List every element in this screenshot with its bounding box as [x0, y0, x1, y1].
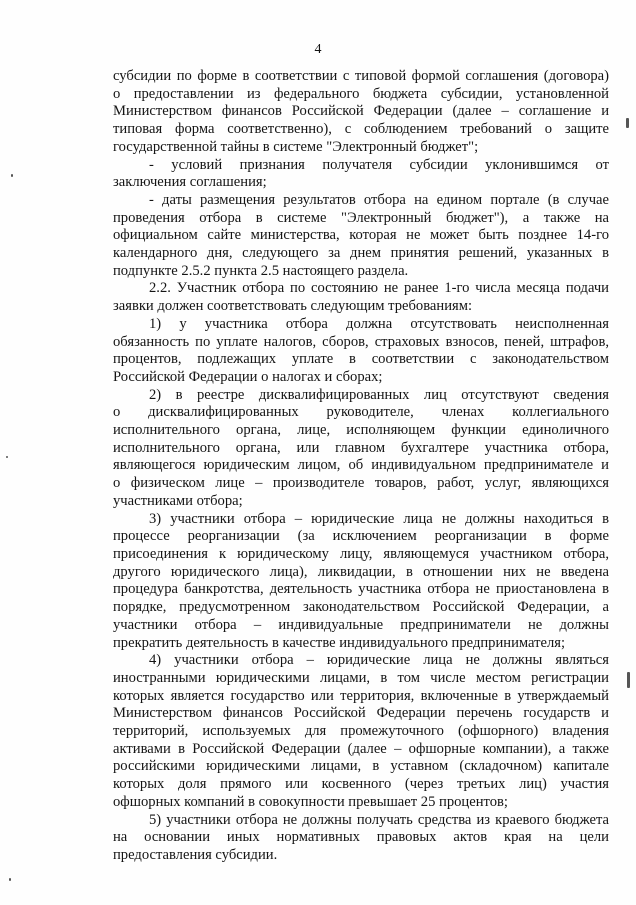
text-line: государственной тайны в системе "Электронный бюджет";	[113, 138, 479, 155]
text-line: исполнительного органа, или главном бухгалтере участника отбора,	[113, 439, 609, 456]
text-line: процентов, подлежащих уплате в соответствии с законодательством	[113, 351, 609, 368]
text-line: Министерством финансов Российской Федерации перечень государств и	[113, 705, 609, 722]
text-line: субсидии по форме в соответствии с типовой формой соглашения (договора)	[113, 68, 609, 84]
text-line: территорий, используемых для промежуточного (офшорного) владения	[113, 723, 609, 740]
text-line: порядке, предусмотренном законодательством Российской Федерации, а	[113, 599, 609, 616]
text-line: 5) участники отбора не должны получать средства из краевого бюджета	[149, 811, 609, 828]
scan-mark	[11, 174, 13, 177]
text-line: российскими юридическими лицами, в уставном (складочном) капитале	[113, 758, 609, 775]
text-line: которых доля прямого или косвенного (через третьих лиц) участия	[113, 776, 609, 793]
text-line: процедура банкротства, деятельность участника отбора не приостановлена в	[113, 581, 609, 598]
page-number: 4	[314, 42, 322, 57]
text-line: иностранными юридическими лицами, в том числе местом регистрации	[113, 669, 609, 686]
text-line: официальном сайте министерства, которая не может быть позднее 14-го	[113, 227, 609, 244]
text-line: заключения соглашения;	[113, 174, 267, 191]
document-body	[113, 68, 609, 865]
text-line: подпункте 2.5.2 пункта 2.5 настоящего раздела.	[113, 262, 409, 279]
text-line: офшорных компаний в совокупности превышает 25 процентов;	[113, 793, 508, 810]
text-line: обязанность по уплате налогов, сборов, страховых взносов, пеней, штрафов,	[113, 333, 609, 350]
text-line: типовая форма соответственно), с соблюдением требований о защите	[113, 121, 609, 138]
text-line: участники отбора – индивидуальные предприниматели не должны	[113, 616, 609, 633]
text-line: процессе реорганизации (за исключением реорганизации в форме	[113, 528, 609, 545]
text-line: 3) участники отбора – юридические лица не должны находиться в	[149, 510, 609, 527]
text-line: о физическом лице – производителе товаров, работ, услуг, являющихся	[113, 475, 609, 492]
text-line: Министерством финансов Российской Федерации (далее – соглашение и	[113, 103, 609, 120]
text-line: - условий признания получателя субсидии уклонившимся от	[149, 156, 609, 173]
text-line: активами в Российской Федерации (далее – офшорные компании), а также	[113, 740, 609, 757]
text-line: которых является государство или территория, включенные в утверждаемый	[113, 687, 609, 704]
text-line: 4) участники отбора – юридические лица не должны являться	[149, 652, 609, 669]
scan-mark	[626, 118, 629, 128]
text-line: Российской Федерации о налогах и сборах;	[113, 368, 383, 385]
text-line: проведения отбора в системе "Электронный бюджет"), а также на	[113, 209, 609, 226]
text-line: другого юридического лица), ликвидации, в отношении них не введена	[113, 563, 609, 580]
text-line: исполнительного органа, лице, исполняющем функции единоличного	[113, 422, 609, 439]
text-line: прекратить деятельность в качестве индивидуального предпринимателя;	[113, 634, 566, 651]
text-line: 2.2. Участник отбора по состоянию не ранее 1-го числа месяца подачи	[149, 280, 609, 297]
scan-mark	[9, 878, 11, 881]
text-line: о предоставлении из федерального бюджета субсидии, установленной	[113, 85, 609, 102]
scan-mark	[627, 672, 630, 688]
text-line: заявки должен соответствовать следующим требованиям:	[113, 298, 472, 315]
text-line: 2) в реестре дисквалифицированных лиц отсутствуют сведения	[149, 386, 609, 403]
text-line: участниками отбора;	[113, 492, 243, 509]
text-line: 1) у участника отбора должна отсутствовать неисполненная	[149, 315, 609, 332]
text-line: являющегося юридическим лицом, об индивидуальном предпринимателе и	[113, 457, 609, 474]
text-line: присоединения к юридическому лицу, являющемуся участником отбора,	[113, 545, 609, 562]
text-line: календарного дня, следующего за днем принятия решений, указанных в	[113, 245, 609, 262]
text-line: предоставления субсидии.	[113, 846, 278, 863]
text-line: - даты размещения результатов отбора на едином портале (в случае	[149, 191, 609, 208]
scan-mark	[6, 456, 8, 458]
text-line: на основании иных нормативных правовых актов края на цели	[113, 829, 609, 846]
text-line: о дисквалифицированных руководителе, членах коллегиального	[113, 404, 609, 421]
